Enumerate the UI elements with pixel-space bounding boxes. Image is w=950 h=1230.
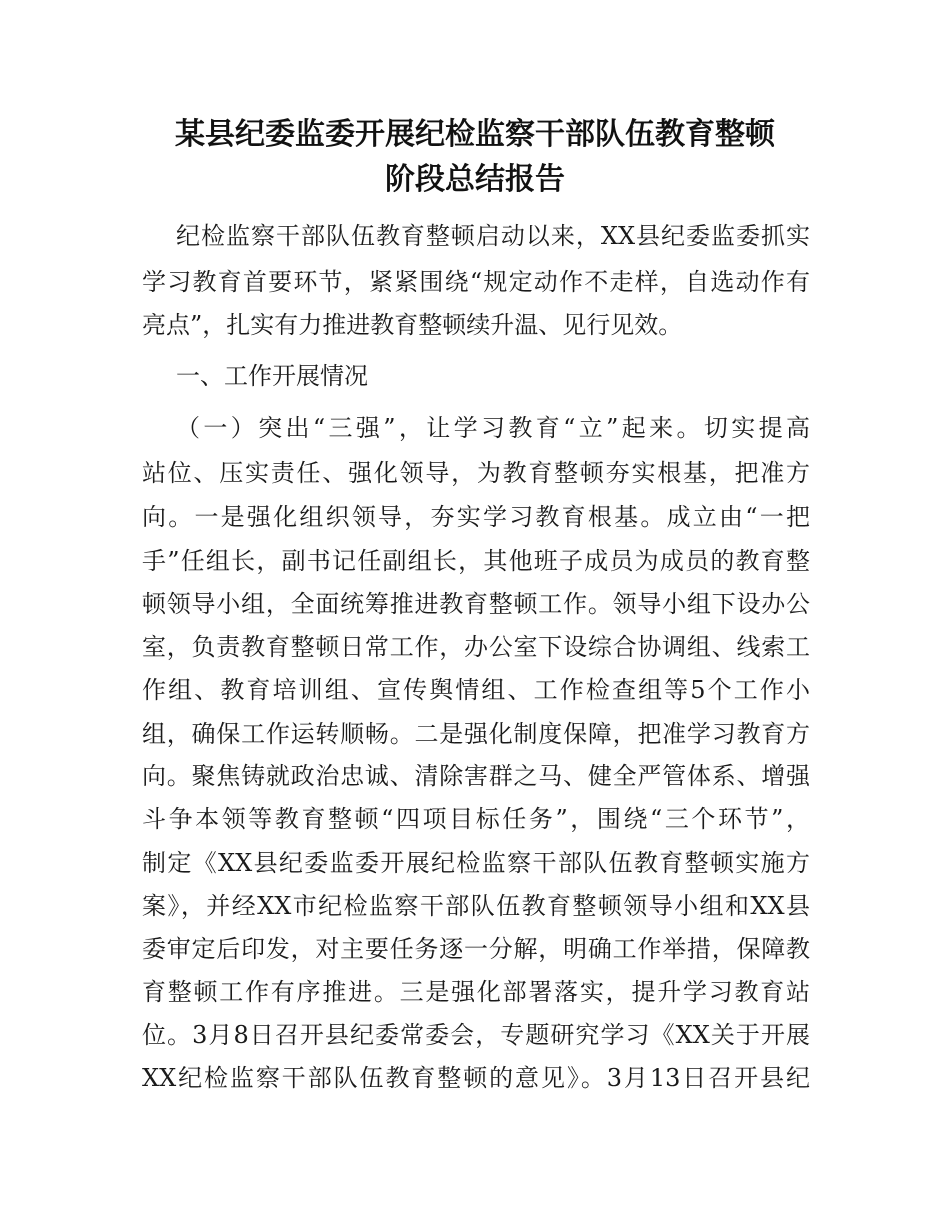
paragraph-line: 顿领导小组，全面统筹推进教育整顿工作。领导小组下设办公 — [142, 590, 810, 618]
paragraph-line: 室，负责教育整顿日常工作，办公室下设综合协调组、线索工 — [142, 633, 810, 661]
section-heading: 一、工作开展情况 — [176, 362, 368, 390]
paragraph-line: 学习教育首要环节，紧紧围绕“规定动作不走样，自选动作有 — [142, 268, 810, 296]
paragraph-line: 站位、压实责任、强化领导，为教育整顿夯实根基，把准方 — [142, 459, 810, 487]
paragraph-line: XX纪检监察干部队伍教育整顿的意见》。3月13日召开县纪 — [142, 1064, 810, 1092]
paragraph-line: 向。聚焦铸就政治忠诚、清除害群之马、健全严管体系、增强 — [142, 762, 810, 790]
paragraph-line: 委审定后印发，对主要任务逐一分解，明确工作举措，保障教 — [142, 935, 810, 963]
paragraph-line: 育整顿工作有序推进。三是强化部署落实，提升学习教育站 — [142, 978, 810, 1006]
paragraph-line: 案》，并经XX市纪检监察干部队伍教育整顿领导小组和XX县 — [142, 892, 810, 920]
paragraph-line: 向。一是强化组织领导，夯实学习教育根基。成立由“一把 — [142, 503, 810, 531]
paragraph-line: 亮点”，扎实有力推进教育整顿续升温、见行见效。 — [142, 311, 683, 339]
paragraph-line: 位。3月8日召开县纪委常委会，专题研究学习《XX关于开展 — [142, 1021, 810, 1049]
paragraph-line: 纪检监察干部队伍教育整顿启动以来，XX县纪委监委抓实 — [176, 222, 810, 250]
paragraph-line: 斗争本领等教育整顿“四项目标任务”，围绕“三个环节”， — [142, 805, 810, 833]
paragraph-line: （一）突出“三强”，让学习教育“立”起来。切实提高 — [176, 414, 810, 442]
document-title-line-1: 某县纪委监委开展纪检监察干部队伍教育整顿 — [175, 117, 775, 152]
paragraph-line: 制定《XX县纪委监委开展纪检监察干部队伍教育整顿实施方 — [142, 849, 810, 877]
document-title-line-2: 阶段总结报告 — [385, 162, 565, 197]
paragraph-line: 作组、教育培训组、宣传舆情组、工作检查组等5个工作小 — [142, 676, 810, 704]
paragraph-line: 组，确保工作运转顺畅。二是强化制度保障，把准学习教育方 — [142, 720, 810, 748]
paragraph-line: 手”任组长，副书记任副组长，其他班子成员为成员的教育整 — [142, 547, 810, 575]
